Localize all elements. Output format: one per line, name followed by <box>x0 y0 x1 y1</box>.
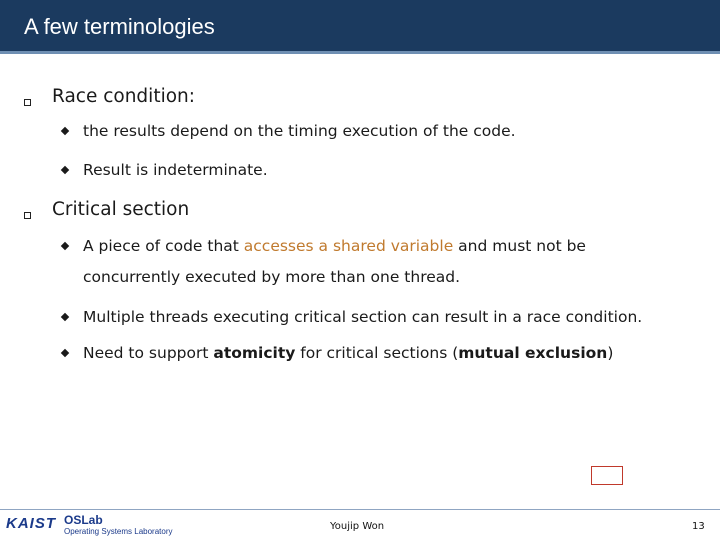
highlighted-phrase: accesses a shared variable <box>243 237 454 255</box>
bullet-critical-section <box>24 199 190 220</box>
title-underline <box>0 51 720 54</box>
slide-title: A few terminologies <box>24 14 215 39</box>
diamond-bullet-icon <box>61 242 69 250</box>
kaist-logo: KAIST <box>6 515 56 532</box>
bullet-race-condition <box>24 86 195 107</box>
square-bullet-icon <box>24 212 31 219</box>
bold-term: mutual exclusion <box>458 344 608 362</box>
title-bar <box>0 0 720 54</box>
oslab-logo: OSLab <box>64 513 103 527</box>
bullet-heading: Critical section <box>52 199 190 220</box>
footer-author: Youjip Won <box>330 521 385 532</box>
square-bullet-icon <box>24 99 31 106</box>
sub-bullet-text: Multiple threads executing critical section can result in a race condition. <box>83 308 643 326</box>
oslab-subtitle: Operating Systems Laboratory <box>64 527 173 536</box>
sub-bullet-text: A piece of code that accesses a shared variable and must not be concurrently executed by more than one thread. <box>83 237 586 286</box>
bullet-heading: Race condition: <box>52 86 195 107</box>
page-number: 13 <box>692 521 705 532</box>
sub-bullet-text: Result is indeterminate. <box>83 161 268 179</box>
sub-bullet-text: the results depend on the timing execution of the code. <box>83 122 516 140</box>
bold-term: atomicity <box>213 344 296 362</box>
diamond-bullet-icon <box>61 127 69 135</box>
annotation-box <box>591 466 623 485</box>
diamond-bullet-icon <box>61 313 69 321</box>
footer-divider <box>0 509 720 510</box>
sub-bullet-text: Need to support atomicity for critical sections (mutual exclusion) <box>83 344 614 362</box>
diamond-bullet-icon <box>61 349 69 357</box>
diamond-bullet-icon <box>61 166 69 174</box>
